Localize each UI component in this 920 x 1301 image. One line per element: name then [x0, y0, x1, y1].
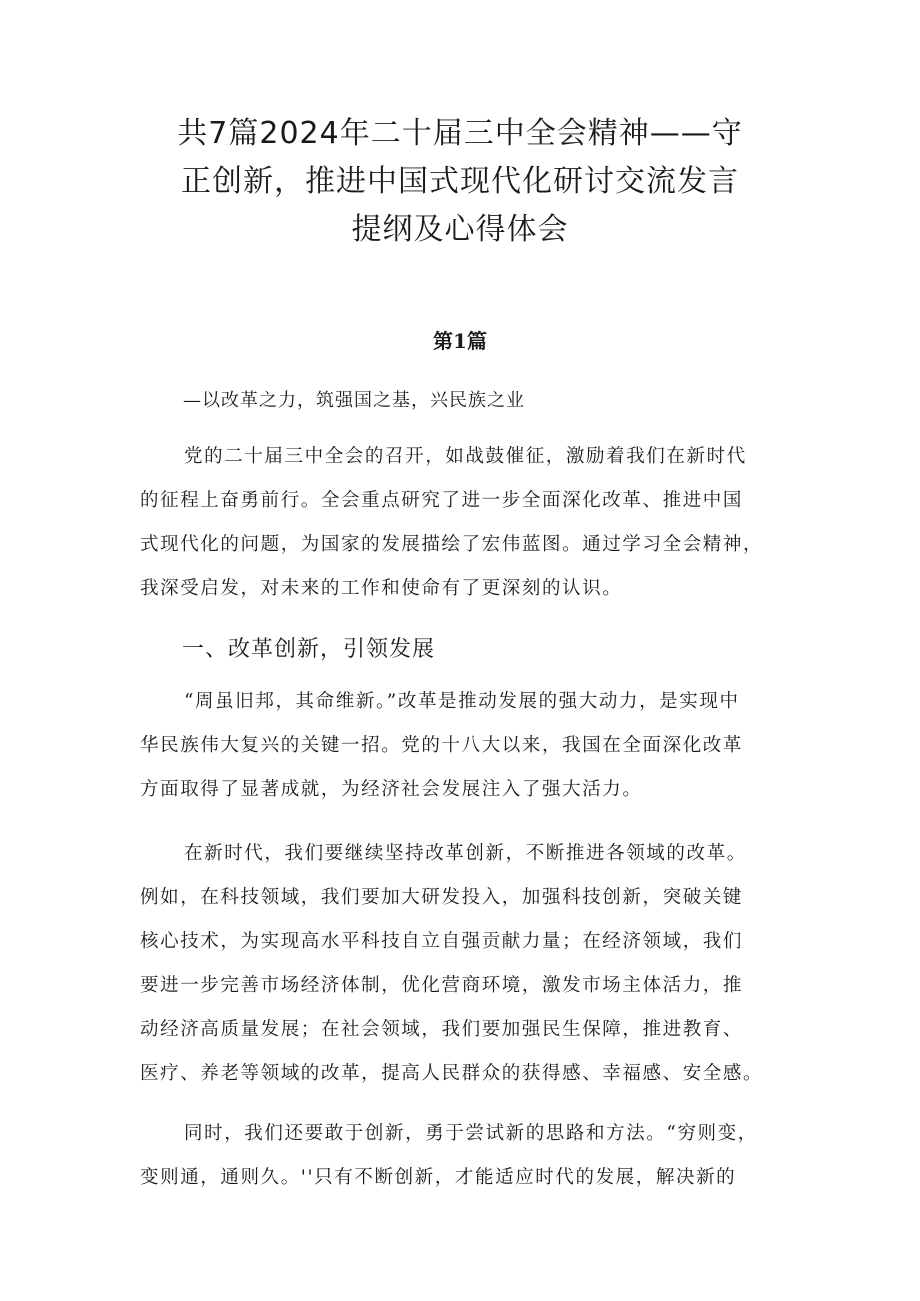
paragraph-line: 方面取得了显著成就，为经济社会发展注入了强大活力。 — [140, 779, 643, 800]
paragraph-new-era — [140, 832, 800, 1096]
paragraph-line: 动经济高质量发展；在社会领域，我们要加强民生保障，推进教育、 — [140, 1019, 744, 1040]
paragraph-line: 例如，在科技领域，我们要加大研发投入，加强科技创新，突破关键 — [140, 887, 744, 908]
paragraph-line: 我深受启发，对未来的工作和使命有了更深刻的认识。 — [140, 578, 623, 599]
paragraph-innovation — [140, 1112, 800, 1200]
paragraph-line: 同时，我们还要敢于创新，勇于尝试新的思路和方法。“穷则变， — [184, 1123, 758, 1144]
title-line-2: 正创新，推进中国式现代化研讨交流发言 — [181, 164, 739, 199]
paragraph-line: 核心技术，为实现高水平科技自立自强贡献力量；在经济领域，我们 — [140, 931, 744, 952]
paragraph-line: 的征程上奋勇前行。全会重点研究了进一步全面深化改革、推进中国 — [140, 490, 744, 511]
title-line-1: 共7篇2024年二十届三中全会精神——守 — [177, 116, 743, 151]
paragraph-line: “周虽旧邦，其命维新。”改革是推动发展的强大动力，是实现中 — [184, 691, 740, 712]
paragraph-intro — [140, 435, 800, 611]
document-title — [120, 110, 800, 254]
paragraph-line: 华民族伟大复兴的关键一招。党的十八大以来，我国在全面深化改革 — [140, 735, 744, 756]
paragraph-line: 要进一步完善市场经济体制，优化营商环境，激发市场主体活力，推 — [140, 975, 744, 996]
paragraph-reform — [140, 680, 800, 812]
paragraph-line: 式现代化的问题，为国家的发展描绘了宏伟蓝图。通过学习全会精神， — [140, 534, 764, 555]
paragraph-line: 医疗、养老等领域的改革，提高人民群众的获得感、幸福感、安全感。 — [140, 1063, 764, 1084]
paragraph-line: 党的二十届三中全会的召开，如战鼓催征，激励着我们在新时代 — [184, 446, 747, 467]
section-subtitle: —以改革之力，筑强国之基，兴民族之业 — [183, 390, 525, 411]
section-heading: 一、改革创新，引领发展 — [182, 637, 436, 662]
paragraph-line: 在新时代，我们要继续坚持改革创新，不断推进各领域的改革。 — [184, 843, 747, 864]
title-line-3: 提纲及心得体会 — [351, 212, 569, 247]
section-label: 第1篇 — [433, 329, 487, 353]
paragraph-line: 变则通，通则久。''只有不断创新，才能适应时代的发展，解决新的 — [140, 1167, 737, 1188]
